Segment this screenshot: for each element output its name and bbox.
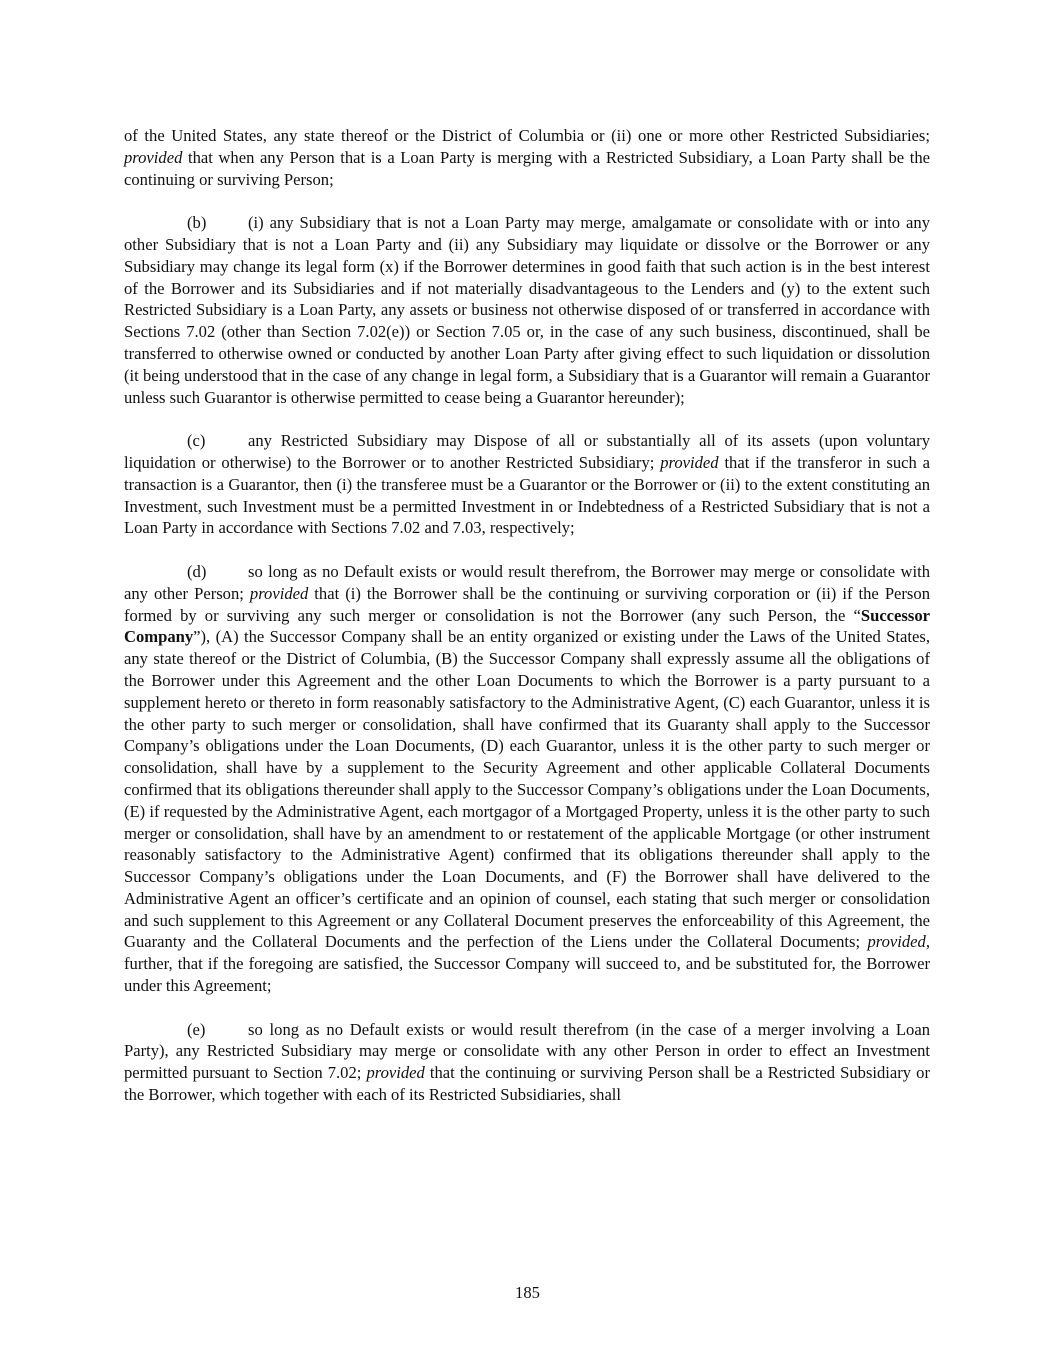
paragraph-e bbox=[124, 1019, 930, 1106]
italic-term: provided bbox=[249, 583, 309, 603]
text: ”), (A) the Successor Company shall be an entity organized or existing under the Laws of the United States, any state thereof or the District of Columbia, (B) the Successor Company shall expressly assume all the obligations of the Borrower under this Agreement and the other Loan Documents to which the Borrower is a party pursuant to a supplement hereto or thereto in form reasonably satisfactory to the Administrative Agent, (C) each Guarantor, unless it is the other party to such merger or consolidation, shall have confirmed that its Guaranty shall apply to the Successor Company’s obligations under the Loan Documents, (D) each Guarantor, unless it is the other party to such merger or consolidation, shall have by a supplement to the Security Agreement and other applicable Collateral Documents confirmed that its obligations thereunder shall apply to the Successor Company’s obligations under the Loan Documents, (E) if requested by the Administrative Agent, each mortgagor of a Mortgaged Property, unless it is the other party to such merger or consolidation, shall have by an amendment to or restatement of the applicable Mortgage (or other instrument reasonably satisfactory to the Administrative Agent) confirmed that its obligations thereunder shall apply to the Successor Company’s obligations under the Loan Documents, and (F) the Borrower shall have delivered to the Administrative Agent an officer’s certificate and an opinion of counsel, each stating that such merger or consolidation and such supplement to this Agreement or any Collateral Document preserves the enforceability of this Agreement, the Guaranty and the Collateral Documents and the perfection of the Liens under the Collateral Documents; bbox=[124, 627, 930, 952]
italic-term: provided bbox=[660, 452, 719, 472]
text: of the United States, any state thereof or the District of Columbia or (ii) one or more other Restricted Subsidiaries; bbox=[124, 126, 930, 145]
clause-label: (b) bbox=[187, 213, 207, 233]
clause-label: (e) bbox=[187, 1019, 206, 1039]
text: that when any Person that is a Loan Party is merging with a Restricted Subsidiary, a Loan Party shall be the continuing or surviving Person; bbox=[124, 147, 930, 189]
italic-term: provided bbox=[124, 147, 183, 167]
text: that if the transferor in such a transaction is a Guarantor, then (i) the transferee must be a Guarantor or the Borrower or (ii) to the extent constituting an Investment, such Investment must be a permitted Investment in or Indebtedness of a Restricted Subsidiary that is not a Loan Party in accordance with Sections 7.02 and 7.03, respectively; bbox=[124, 452, 930, 538]
italic-term: provided bbox=[867, 932, 926, 952]
text: so long as no Default exists or would result therefrom, the Borrower may merge or consolidate with any other Person; bbox=[124, 561, 930, 603]
text: that the continuing or surviving Person shall be a Restricted Subsidiary or the Borrower, which together with each of its Restricted Subsidiaries, shall bbox=[124, 1063, 931, 1105]
paragraph-b bbox=[124, 212, 930, 408]
text: so long as no Default exists or would result therefrom (in the case of a merger involving a Loan Party), any Restricted Subsidiary may merge or consolidate with any other Person in order to effect an Investment permitted pursuant to Section 7.02; bbox=[124, 1019, 930, 1083]
clause-label: (c) bbox=[187, 431, 206, 451]
paragraph-continuation bbox=[124, 125, 930, 190]
page-number: 185 bbox=[515, 1283, 540, 1302]
italic-term: provided bbox=[366, 1063, 425, 1083]
defined-term: Successor Company bbox=[124, 605, 930, 647]
paragraph-d bbox=[124, 561, 930, 997]
text: that (i) the Borrower shall be the continuing or surviving corporation or (ii) if the Person formed by or surviving any such merger or consolidation is not the Borrower (any such Person, the “ bbox=[124, 583, 930, 625]
document-body bbox=[124, 125, 930, 1128]
text: (i) any Subsidiary that is not a Loan Party may merge, amalgamate or consolidate with or into any other Subsidiary that is not a Loan Party and (ii) any Subsidiary may liquidate or dissolve or the Borrower or any Subsidiary may change its legal form (x) if the Borrower determines in good faith that such action is in the best interest of the Borrower and its Subsidiaries and if not materially disadvantageous to the Lenders and (y) to the extent such Restricted Subsidiary is a Loan Party, any assets or business not otherwise disposed of or transferred in accordance with Sections 7.02 (other than Section 7.02(e)) or Section 7.05 or, in the case of any such business, discontinued, shall be transferred to otherwise owned or conducted by another Loan Party after giving effect to such liquidation or dissolution (it being understood that in the case of any change in legal form, a Subsidiary that is a Guarantor will remain a Guarantor unless such Guarantor is otherwise permitted to cease being a Guarantor hereunder); bbox=[124, 213, 930, 407]
paragraph-c bbox=[124, 430, 930, 539]
clause-label: (d) bbox=[187, 561, 207, 581]
text: , further, that if the foregoing are satisfied, the Successor Company will succeed to, and be substituted for, the Borrower under this Agreement; bbox=[124, 932, 930, 996]
text: any Restricted Subsidiary may Dispose of all or substantially all of its assets (upon voluntary liquidation or otherwise) to the Borrower or to another Restricted Subsidiary; bbox=[124, 431, 930, 472]
